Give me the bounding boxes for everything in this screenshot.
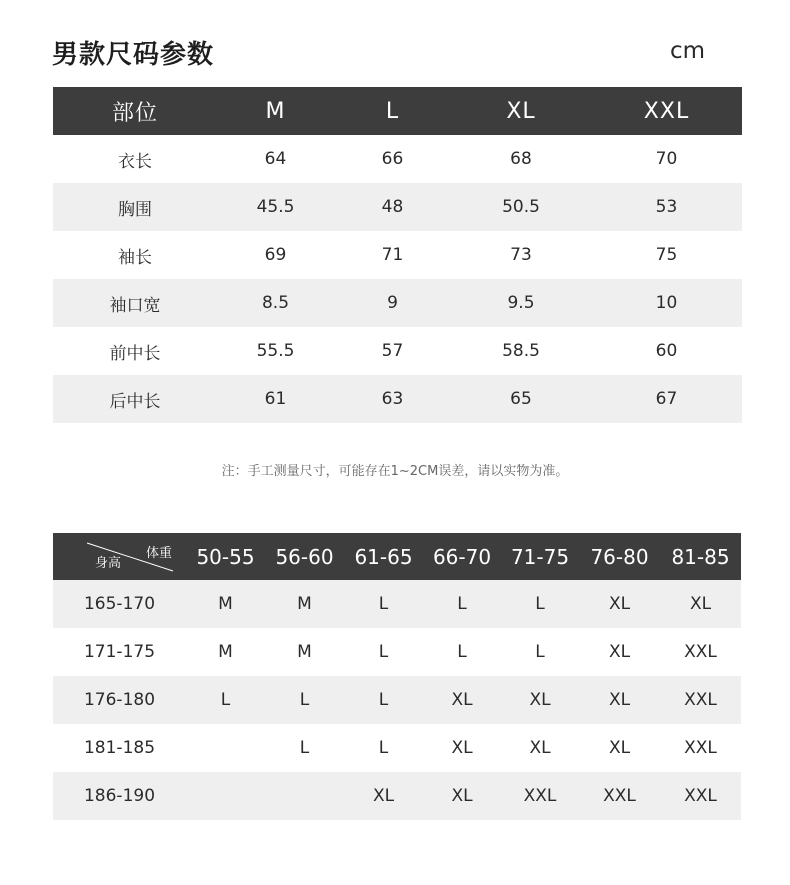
table-cell: XL xyxy=(579,676,660,724)
table-row xyxy=(53,628,741,676)
weight-header: 66-70 xyxy=(423,533,501,580)
table-cell: 67 xyxy=(591,375,742,423)
table-cell: 50.5 xyxy=(451,183,591,231)
table-cell: XL xyxy=(579,580,660,628)
table-cell: M xyxy=(186,580,265,628)
height-range: 186-190 xyxy=(53,772,186,820)
table-cell: 57 xyxy=(381,341,404,361)
table-cell: L xyxy=(344,580,423,628)
table-row xyxy=(53,135,742,183)
height-range: 176-180 xyxy=(53,676,186,724)
table-cell: XXL xyxy=(684,642,717,662)
height-label: 身高 xyxy=(95,556,122,571)
table-cell: M xyxy=(297,642,312,662)
table-cell: XL xyxy=(423,676,501,724)
row-label: 衣长 xyxy=(118,151,152,172)
table-cell: L xyxy=(299,738,310,758)
table-row xyxy=(53,279,742,327)
size-table xyxy=(53,87,742,423)
table-row xyxy=(53,375,742,423)
table-row xyxy=(53,580,741,628)
table-cell: 63 xyxy=(334,375,451,423)
table-cell: 58.5 xyxy=(502,341,540,361)
row-label: 袖长 xyxy=(118,247,152,268)
height-range: 181-185 xyxy=(83,738,156,758)
table-cell: XXL xyxy=(660,772,741,820)
corner-header xyxy=(53,533,186,580)
table-cell: XXL xyxy=(501,772,579,820)
height-range: 171-175 xyxy=(83,642,156,662)
weight-header: 71-75 xyxy=(501,533,579,580)
page-title: 男款尺码参数 xyxy=(52,40,215,70)
table-cell: L xyxy=(535,642,545,662)
table-cell: L xyxy=(265,676,344,724)
table-cell: L xyxy=(457,642,467,662)
table-cell: 53 xyxy=(591,183,742,231)
table-cell: XL xyxy=(501,676,579,724)
table-cell: L xyxy=(344,676,423,724)
row-label: 后中长 xyxy=(53,375,217,423)
table-row xyxy=(53,724,741,772)
table-cell: XL xyxy=(608,642,631,662)
table-cell: XL xyxy=(451,738,473,758)
table-cell: 64 xyxy=(264,149,287,169)
table-cell: L xyxy=(378,642,389,662)
recommend-table xyxy=(53,533,741,820)
table-row xyxy=(53,676,741,724)
table-cell: L xyxy=(501,580,579,628)
table-cell: L xyxy=(378,738,389,758)
table-cell: XXL xyxy=(579,772,660,820)
table-cell: 8.5 xyxy=(217,279,334,327)
table-cell: XL xyxy=(608,738,631,758)
table-cell: 10 xyxy=(591,279,742,327)
column-header-m: M xyxy=(217,87,334,135)
table-cell: 73 xyxy=(510,245,532,265)
table-row xyxy=(53,231,742,279)
measurement-note: 注：手工测量尺寸，可能存在1~2CM误差，请以实物为准。 xyxy=(221,464,569,479)
weight-header: 81-85 xyxy=(660,533,741,580)
weight-header: 76-80 xyxy=(579,533,660,580)
table-cell: XXL xyxy=(684,738,717,758)
size-table-header xyxy=(53,87,742,135)
weight-header: 56-60 xyxy=(265,533,344,580)
table-cell: 71 xyxy=(381,245,404,265)
table-row xyxy=(53,327,742,375)
table-cell: 69 xyxy=(264,245,287,265)
table-cell: 48 xyxy=(334,183,451,231)
column-header-xl: XL xyxy=(451,87,591,135)
row-label: 胸围 xyxy=(53,183,217,231)
table-cell xyxy=(186,772,265,820)
table-cell: XL xyxy=(660,580,741,628)
table-cell: XL xyxy=(423,772,501,820)
table-cell: 66 xyxy=(381,149,404,169)
row-label: 袖口宽 xyxy=(53,279,217,327)
table-cell: 45.5 xyxy=(217,183,334,231)
table-cell: 61 xyxy=(217,375,334,423)
table-cell: 70 xyxy=(655,149,678,169)
row-label: 前中长 xyxy=(109,343,161,364)
unit-label: cm xyxy=(670,38,706,64)
column-header-part: 部位 xyxy=(53,87,217,135)
table-cell: 65 xyxy=(451,375,591,423)
weight-header: 50-55 xyxy=(186,533,265,580)
table-cell: M xyxy=(265,580,344,628)
height-range: 165-170 xyxy=(53,580,186,628)
table-cell: 68 xyxy=(510,149,532,169)
column-header-xxl: XXL xyxy=(591,87,742,135)
table-row xyxy=(53,772,741,820)
table-cell xyxy=(186,724,265,772)
table-cell: M xyxy=(218,642,233,662)
weight-label: 体重 xyxy=(145,546,172,561)
table-row xyxy=(53,183,742,231)
table-cell: L xyxy=(186,676,265,724)
table-cell: XL xyxy=(529,738,551,758)
table-cell: XL xyxy=(344,772,423,820)
table-cell: 75 xyxy=(655,245,678,265)
recommend-table-header xyxy=(53,533,741,580)
table-cell: 55.5 xyxy=(256,341,295,361)
weight-header: 61-65 xyxy=(344,533,423,580)
table-cell: XXL xyxy=(660,676,741,724)
column-header-l: L xyxy=(334,87,451,135)
table-cell: L xyxy=(423,580,501,628)
table-cell: 60 xyxy=(655,341,678,361)
table-cell: 9 xyxy=(334,279,451,327)
table-cell xyxy=(265,772,344,820)
table-cell: 9.5 xyxy=(451,279,591,327)
